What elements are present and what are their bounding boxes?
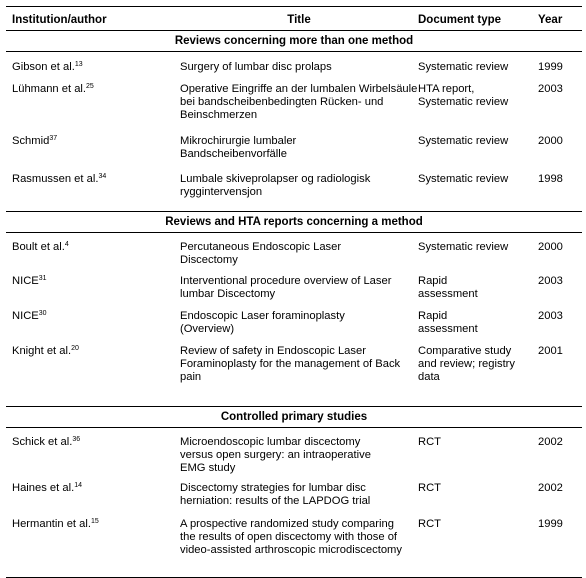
type-cell: Systematic review (418, 135, 509, 147)
title-cell: Lumbale skiveprolapser og radiologisk ryggintervensjon (180, 173, 371, 199)
section-heading: Reviews and HTA reports concerning a method (6, 211, 582, 233)
table-row (6, 310, 582, 345)
table-row (6, 518, 582, 578)
title-cell: Endoscopic Laser foraminoplasty (Overview) (180, 310, 345, 336)
year-cell: 1999 (538, 518, 563, 530)
title-cell: Operative Eingriffe an der lumbalen Wirbelsäule bei bandscheibenbedingten Rücken- und Beinschmerzen (180, 83, 418, 122)
author-cell: Hermantin et al.$^{15}$ (12, 518, 99, 530)
author-cell: Schmid$^{37}$ (12, 135, 58, 147)
header-year: Year (538, 14, 563, 26)
type-cell: HTA report, Systematic review (418, 83, 509, 109)
year-cell: 2002 (538, 482, 563, 494)
year-cell: 2003 (538, 275, 563, 287)
type-cell: RCT (418, 436, 441, 448)
type-cell: Rapid assessment (418, 275, 478, 301)
author-cell: Haines et al.$^{14}$ (12, 482, 82, 494)
title-cell: Mikrochirurgie lumbaler Bandscheibenvorfälle (180, 135, 297, 161)
year-cell: 2003 (538, 310, 563, 322)
type-cell: Systematic review (418, 241, 509, 253)
title-cell: Discectomy strategies for lumbar disc herniation: results of the LAPDOG trial (180, 482, 371, 508)
type-cell: RCT (418, 518, 441, 530)
year-cell: 2001 (538, 345, 563, 357)
type-cell: RCT (418, 482, 441, 494)
title-cell: Review of safety in Endoscopic Laser Foraminoplasty for the management of Back pain (180, 345, 401, 384)
year-cell: 1999 (538, 61, 563, 73)
type-cell: Comparative study and review; registry data (418, 345, 515, 384)
table-row (6, 52, 582, 83)
title-cell: A prospective randomized study comparing the results of open discectomy with those of video-assisted arthroscopic microdiscectomy (180, 518, 402, 557)
author-cell: Gibson et al.$^{13}$ (12, 61, 83, 73)
author-cell: Boult et al.$^4$ (12, 241, 69, 253)
title-cell: Microendoscopic lumbar discectomy versus open surgery: an intraoperative EMG study (180, 436, 371, 475)
section-heading: Controlled primary studies (6, 406, 582, 428)
author-cell: Lühmann et al.$^{25}$ (12, 83, 94, 95)
title-cell: Surgery of lumbar disc prolaps (180, 61, 332, 73)
type-cell: Systematic review (418, 61, 509, 73)
year-cell: 1998 (538, 173, 563, 185)
year-cell: 2003 (538, 83, 563, 95)
table-row (6, 345, 582, 406)
header-title: Title (287, 14, 311, 26)
table-header (6, 6, 582, 31)
year-cell: 2002 (538, 436, 563, 448)
header-document-type: Document type (418, 14, 502, 26)
header-institution-author: Institution/author (12, 14, 107, 26)
table-row (6, 233, 582, 275)
table-row (6, 428, 582, 482)
title-cell: Percutaneous Endoscopic Laser Discectomy (180, 241, 342, 267)
year-cell: 2000 (538, 241, 563, 253)
type-cell: Systematic review (418, 173, 509, 185)
author-cell: Knight et al.$^{20}$ (12, 345, 79, 357)
type-cell: Rapid assessment (418, 310, 478, 336)
table-row (6, 173, 582, 211)
author-cell: NICE$^{30}$ (12, 310, 47, 322)
title-cell: Interventional procedure overview of Laser lumbar Discectomy (180, 275, 392, 301)
author-cell: NICE$^{31}$ (12, 275, 47, 287)
year-cell: 2000 (538, 135, 563, 147)
table-row (6, 135, 582, 173)
literature-table (6, 6, 582, 578)
table-row (6, 482, 582, 518)
table-row (6, 275, 582, 310)
section-heading: Reviews concerning more than one method (6, 31, 582, 52)
author-cell: Schick et al.$^{36}$ (12, 436, 81, 448)
table-row (6, 83, 582, 135)
author-cell: Rasmussen et al.$^{34}$ (12, 173, 107, 185)
